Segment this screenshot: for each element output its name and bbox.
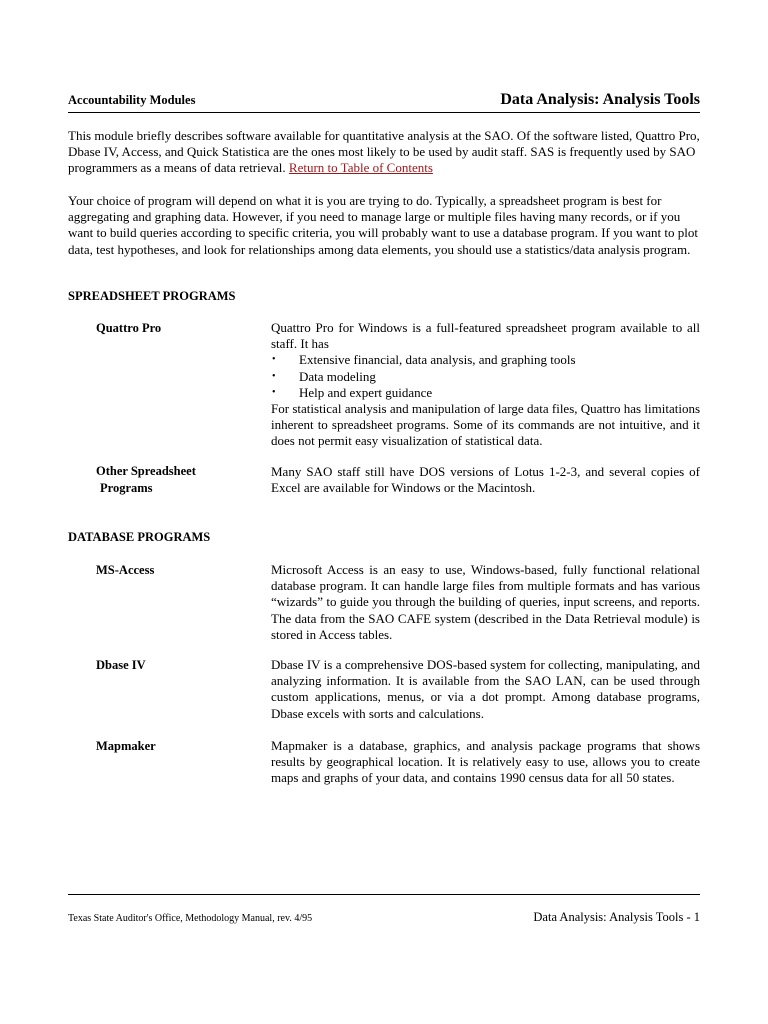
- return-to-toc-link[interactable]: Return to Table of Contents: [288, 160, 433, 176]
- intro-paragraph: [68, 128, 700, 177]
- ms-access-description: Microsoft Access is an easy to use, Windows-based, fully functional relational database program. It can handle large files from multiple formats and has various “wizards” to guide you through the building of queries, input screens, and reports. The data from the SAO CAFE system (described in the Data Retrieval module) is stored in Access tables.: [271, 562, 700, 642]
- spreadsheet-section-heading: SPREADSHEET PROGRAMS: [68, 289, 236, 303]
- dbase-iv-label: Dbase IV: [96, 658, 146, 672]
- mapmaker-description: Mapmaker is a database, graphics, and analysis package programs that shows results by geographical location. It is relatively easy to use, allows you to create maps and graphs of your data, and contains 1990 census data for all 50 states.: [271, 738, 700, 786]
- page-header: [68, 88, 700, 113]
- choice-paragraph: Your choice of program will depend on what it is you are trying to do. Typically, a spreadsheet program is best for aggregating and graphing data. However, if you need to manage large or multiple files having many records, or if you want to build queries according to specific criteria, you will probably want to use a database program. If you want to plot data, test hypotheses, and look for relationships among data elements, you should use a statistics/data analysis program.: [68, 193, 698, 257]
- database-section-heading: DATABASE PROGRAMS: [68, 530, 211, 544]
- header-module-name: Accountability Modules: [68, 93, 196, 107]
- mapmaker-label: Mapmaker: [96, 739, 156, 753]
- bullet-icon: •: [272, 354, 276, 366]
- document-page: [68, 0, 700, 1024]
- bullet-icon: •: [272, 370, 276, 382]
- other-spreadsheet-description: Many SAO staff still have DOS versions of Lotus 1-2-3, and several copies of Excel are available for Windows or the Macintosh.: [271, 464, 700, 496]
- quattro-pro-lead: Quattro Pro for Windows is a full-featured spreadsheet program available to all staff. It has: [271, 320, 700, 352]
- feature-item: • Help and expert guidance: [272, 384, 433, 400]
- footer-divider: [68, 894, 700, 895]
- quattro-pro-limitations: For statistical analysis and manipulation of large data files, Quattro has limitations inherent to spreadsheet programs. Some of its commands are not intuitive, and it does not permit easy visualization of statistical data.: [271, 401, 700, 449]
- header-section-title: Data Analysis: Analysis Tools: [500, 91, 700, 108]
- dbase-iv-description: Dbase IV is a comprehensive DOS-based system for collecting, manipulating, and analyzing information. It is available from the SAO LAN, can be used through custom applications, menus, or via a dot prompt. Among database programs, Dbase excels with sorts and calculations.: [271, 657, 700, 721]
- other-spreadsheet-label: Other Spreadsheet Programs: [96, 464, 196, 495]
- footer-page-number: Data Analysis: Analysis Tools - 1: [533, 910, 700, 924]
- quattro-pro-label: Quattro Pro: [96, 321, 162, 335]
- feature-item: • Extensive financial, data analysis, and graphing tools: [272, 352, 576, 368]
- footer-source: Texas State Auditor's Office, Methodology Manual, rev. 4/95: [68, 913, 313, 924]
- intro-text: This module briefly describes software available for quantitative analysis at the SAO. Of the software listed, Quattro Pro, Dbase IV, Access, and Quick Statistica are the ones most likely to be used by audit staff. SAS is frequently used by SAO programmers as a means of data retrieval.: [68, 128, 700, 176]
- quattro-pro-description: [271, 320, 700, 450]
- bullet-icon: •: [272, 386, 276, 398]
- quattro-pro-feature-list: [271, 352, 700, 401]
- feature-item: • Data modeling: [272, 368, 376, 384]
- ms-access-label: MS-Access: [96, 563, 155, 577]
